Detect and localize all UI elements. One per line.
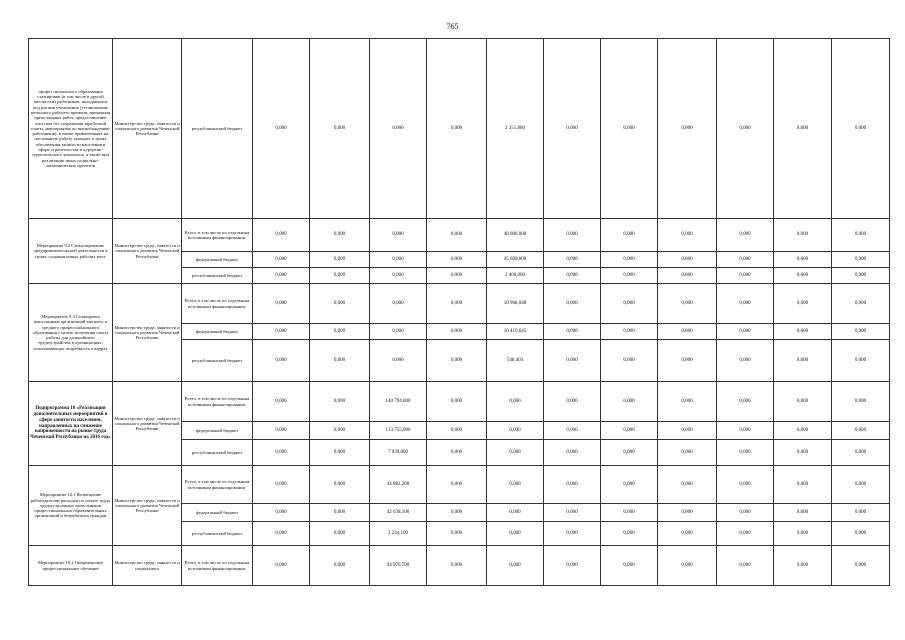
value-cell: 0,000 bbox=[253, 284, 310, 324]
value-cell: 0,000 bbox=[601, 39, 658, 219]
value-cell: 0,000 bbox=[832, 268, 890, 284]
value-cell: 0,000 bbox=[832, 39, 890, 219]
value-cell: 0,000 bbox=[717, 39, 774, 219]
value-cell: 0,000 bbox=[253, 504, 310, 522]
value-cell: 0,000 bbox=[370, 284, 427, 324]
value-cell: 0,000 bbox=[601, 324, 658, 340]
table-body bbox=[29, 39, 890, 586]
executor-cell: Министерство труда, занятости и социального bbox=[113, 546, 182, 586]
funding-source-cell: Всего, в том числе по отдельным источникам финансирования: bbox=[182, 382, 253, 422]
value-cell: 0,000 bbox=[310, 284, 370, 324]
executor-cell: Министерство труда, занятости и социального развития Чеченской Республики bbox=[113, 39, 182, 219]
value-cell: 0,000 bbox=[427, 39, 487, 219]
value-cell: 0,000 bbox=[717, 546, 774, 586]
value-cell: 0,000 bbox=[370, 39, 427, 219]
value-cell: 2 400,000 bbox=[487, 268, 544, 284]
value-cell: 0,000 bbox=[658, 284, 717, 324]
value-cell: 0,000 bbox=[717, 324, 774, 340]
value-cell: 0,000 bbox=[253, 268, 310, 284]
value-cell: 0,000 bbox=[370, 340, 427, 382]
value-cell: 0,000 bbox=[717, 340, 774, 382]
value-cell: 140 794,800 bbox=[370, 382, 427, 422]
value-cell: 0,000 bbox=[717, 504, 774, 522]
value-cell: 0,000 bbox=[310, 466, 370, 504]
value-cell: 0,000 bbox=[544, 440, 601, 466]
value-cell: 0,000 bbox=[601, 546, 658, 586]
value-cell: 0,000 bbox=[487, 504, 544, 522]
value-cell: 94 970,700 bbox=[370, 546, 427, 586]
value-cell: 0,000 bbox=[658, 268, 717, 284]
value-cell: 0,000 bbox=[601, 340, 658, 382]
executor-cell: Министерство труда, занятости и социального развития Чеченской Республики bbox=[113, 219, 182, 284]
value-cell: 44 882,200 bbox=[370, 466, 427, 504]
value-cell: 0,000 bbox=[832, 252, 890, 268]
value-cell: 0,000 bbox=[658, 382, 717, 422]
value-cell: 0,000 bbox=[717, 422, 774, 440]
value-cell: 0,000 bbox=[832, 219, 890, 252]
value-cell: 0,000 bbox=[832, 522, 890, 546]
funding-source-cell: Всего, в том числе по отдельным источникам финансирования: bbox=[182, 466, 253, 504]
value-cell: 0,000 bbox=[544, 504, 601, 522]
value-cell: 0,000 bbox=[370, 324, 427, 340]
value-cell: 0,000 bbox=[310, 252, 370, 268]
value-cell: 0,000 bbox=[310, 440, 370, 466]
value-cell: 0,000 bbox=[774, 284, 832, 324]
value-cell: 0,000 bbox=[601, 284, 658, 324]
value-cell: 10 968,048 bbox=[487, 284, 544, 324]
value-cell: 0,000 bbox=[487, 466, 544, 504]
value-cell: 45 600,000 bbox=[487, 252, 544, 268]
funding-source-cell: республиканский бюджет bbox=[182, 522, 253, 546]
value-cell: 0,000 bbox=[774, 440, 832, 466]
value-cell: 0,000 bbox=[544, 219, 601, 252]
value-cell: 0,000 bbox=[601, 382, 658, 422]
value-cell: 0,000 bbox=[253, 382, 310, 422]
measure-name-cell: профессионального образования стажировки (в том числе в другой местности) работников, находящихся под риском увольнения (установление неполного рабочего времени, временная приостановка работ, предоставление отпусков без сохранения заработной платы, мероприятия по высвобождению работников), в также привлеченных на постоянную работу граждан, в целях обеспечения занятости населения в сфере строительства и курортно-туристического комплекса, а также при реализации иных социально-экономических проектов bbox=[29, 39, 113, 219]
value-cell: 0,000 bbox=[832, 546, 890, 586]
value-cell: 0,000 bbox=[658, 252, 717, 268]
value-cell: 0,000 bbox=[253, 340, 310, 382]
executor-cell: Министерство труда, занятости и социального развития Чеченской Республики bbox=[113, 466, 182, 546]
value-cell: 0,000 bbox=[601, 466, 658, 504]
value-cell: 0,000 bbox=[544, 324, 601, 340]
funding-source-cell: федеральный бюджет bbox=[182, 504, 253, 522]
value-cell: 0,000 bbox=[310, 268, 370, 284]
funding-source-cell: Всего, в том числе по отдельным источникам финансирования: bbox=[182, 546, 253, 586]
value-cell: 0,000 bbox=[310, 546, 370, 586]
value-cell: 0,000 bbox=[487, 440, 544, 466]
value-cell: 0,000 bbox=[427, 440, 487, 466]
value-cell: 0,000 bbox=[658, 39, 717, 219]
value-cell: 0,000 bbox=[658, 466, 717, 504]
measure-name-cell: Мероприятие 10.1 Возмещение работодателям расходов по оплате труда трудоустроенных выпускников профессиональных образовательных организаций и безработных граждан bbox=[29, 466, 113, 546]
measure-name-cell: Мероприятие 9.2 Стимулирование предпринимательской деятельности в целях создания новых рабочих мест bbox=[29, 219, 113, 284]
value-cell: 0,000 bbox=[832, 340, 890, 382]
value-cell: 0,000 bbox=[544, 340, 601, 382]
value-cell: 0,000 bbox=[544, 546, 601, 586]
value-cell: 0,000 bbox=[658, 422, 717, 440]
value-cell: 0,000 bbox=[253, 422, 310, 440]
value-cell: 0,000 bbox=[253, 546, 310, 586]
budget-table bbox=[28, 38, 890, 586]
value-cell: 0,000 bbox=[310, 504, 370, 522]
value-cell: 0,000 bbox=[717, 284, 774, 324]
table-row bbox=[29, 39, 890, 219]
value-cell: 0,000 bbox=[601, 440, 658, 466]
table-row bbox=[29, 466, 890, 504]
funding-source-cell: федеральный бюджет bbox=[182, 324, 253, 340]
value-cell: 10 419,645 bbox=[487, 324, 544, 340]
value-cell: 2 244,100 bbox=[370, 522, 427, 546]
value-cell: 0,000 bbox=[717, 268, 774, 284]
funding-source-cell: Всего, в том числе по отдельным источникам финансирования: bbox=[182, 284, 253, 324]
value-cell: 0,000 bbox=[253, 440, 310, 466]
funding-source-cell: республиканский бюджет bbox=[182, 340, 253, 382]
value-cell: 0,000 bbox=[253, 252, 310, 268]
measure-name-cell: Мероприятие 10.2 Опережающее профессиональное обучение bbox=[29, 546, 113, 586]
value-cell: 0,000 bbox=[601, 252, 658, 268]
value-cell: 0,000 bbox=[774, 422, 832, 440]
value-cell: 0,000 bbox=[253, 466, 310, 504]
table-row bbox=[29, 546, 890, 586]
value-cell: 0,000 bbox=[544, 284, 601, 324]
value-cell: 0,000 bbox=[658, 324, 717, 340]
table-row bbox=[29, 284, 890, 324]
funding-source-cell: федеральный бюджет bbox=[182, 252, 253, 268]
value-cell: 42 638,100 bbox=[370, 504, 427, 522]
funding-source-cell: республиканский бюджет bbox=[182, 268, 253, 284]
value-cell: 2 351,880 bbox=[487, 39, 544, 219]
value-cell: 0,000 bbox=[774, 252, 832, 268]
value-cell: 0,000 bbox=[310, 522, 370, 546]
value-cell: 0,000 bbox=[658, 219, 717, 252]
value-cell: 0,000 bbox=[310, 324, 370, 340]
value-cell: 0,000 bbox=[658, 504, 717, 522]
executor-cell: Министерство труда, занятости и социального развития Чеченской Республики bbox=[113, 382, 182, 466]
value-cell: 0,000 bbox=[427, 284, 487, 324]
value-cell: 0,000 bbox=[601, 522, 658, 546]
executor-cell: Министерство труда, занятости и социального развития Чеченской Республики bbox=[113, 284, 182, 382]
value-cell: 0,000 bbox=[544, 39, 601, 219]
value-cell: 0,000 bbox=[427, 522, 487, 546]
value-cell: 0,000 bbox=[487, 382, 544, 422]
value-cell: 0,000 bbox=[253, 219, 310, 252]
value-cell: 0,000 bbox=[487, 422, 544, 440]
value-cell: 548,403 bbox=[487, 340, 544, 382]
table-row bbox=[29, 382, 890, 422]
value-cell: 0,000 bbox=[427, 546, 487, 586]
table-row bbox=[29, 219, 890, 252]
value-cell: 0,000 bbox=[544, 382, 601, 422]
value-cell: 0,000 bbox=[427, 466, 487, 504]
value-cell: 0,000 bbox=[717, 522, 774, 546]
value-cell: 0,000 bbox=[832, 440, 890, 466]
value-cell: 0,000 bbox=[774, 522, 832, 546]
value-cell: 0,000 bbox=[544, 252, 601, 268]
value-cell: 0,000 bbox=[717, 252, 774, 268]
value-cell: 0,000 bbox=[310, 39, 370, 219]
value-cell: 0,000 bbox=[658, 440, 717, 466]
value-cell: 0,000 bbox=[544, 268, 601, 284]
value-cell: 0,000 bbox=[544, 522, 601, 546]
value-cell: 0,000 bbox=[253, 324, 310, 340]
value-cell: 0,000 bbox=[427, 219, 487, 252]
value-cell: 0,000 bbox=[658, 340, 717, 382]
value-cell: 0,000 bbox=[601, 422, 658, 440]
value-cell: 0,000 bbox=[774, 382, 832, 422]
value-cell: 0,000 bbox=[544, 422, 601, 440]
value-cell: 0,000 bbox=[310, 219, 370, 252]
measure-name-cell: Подпрограмма 10 «Реализация дополнительных мероприятий в сфере занятости населения, направленных на снижение напряженности на рынке труда Чеченской Республики на 2016 год» bbox=[29, 382, 113, 466]
value-cell: 0,000 bbox=[832, 422, 890, 440]
value-cell: 0,000 bbox=[774, 466, 832, 504]
value-cell: 0,000 bbox=[601, 504, 658, 522]
value-cell: 0,000 bbox=[658, 546, 717, 586]
value-cell: 0,000 bbox=[774, 546, 832, 586]
value-cell: 0,000 bbox=[774, 39, 832, 219]
value-cell: 0,000 bbox=[774, 219, 832, 252]
value-cell: 0,000 bbox=[427, 422, 487, 440]
value-cell: 0,000 bbox=[310, 340, 370, 382]
value-cell: 0,000 bbox=[544, 466, 601, 504]
funding-source-cell: федеральный бюджет bbox=[182, 422, 253, 440]
value-cell: 0,000 bbox=[427, 268, 487, 284]
value-cell: 0,000 bbox=[253, 39, 310, 219]
funding-source-cell: Всего, в том числе по отдельным источникам финансирования: bbox=[182, 219, 253, 252]
value-cell: 0,000 bbox=[601, 219, 658, 252]
value-cell: 0,000 bbox=[310, 382, 370, 422]
value-cell: 0,000 bbox=[370, 252, 427, 268]
value-cell: 0,000 bbox=[253, 522, 310, 546]
value-cell: 0,000 bbox=[487, 522, 544, 546]
value-cell: 0,000 bbox=[427, 324, 487, 340]
value-cell: 0,000 bbox=[487, 546, 544, 586]
value-cell: 0,000 bbox=[427, 504, 487, 522]
value-cell: 0,000 bbox=[832, 284, 890, 324]
value-cell: 48 000,000 bbox=[487, 219, 544, 252]
value-cell: 0,000 bbox=[658, 522, 717, 546]
measure-name-cell: Мероприятие 9.3 Стажировка выпускников организаций высшего и среднего профессионального образования с целью получения опыта работы для дальнейшего трудоустройства в организациях, испытывающих потребность в кадрах bbox=[29, 284, 113, 382]
value-cell: 7 039,800 bbox=[370, 440, 427, 466]
value-cell: 0,000 bbox=[832, 382, 890, 422]
value-cell: 0,000 bbox=[601, 268, 658, 284]
value-cell: 0,000 bbox=[717, 440, 774, 466]
value-cell: 0,000 bbox=[774, 340, 832, 382]
value-cell: 0,000 bbox=[717, 466, 774, 504]
value-cell: 0,000 bbox=[370, 219, 427, 252]
funding-source-cell: республиканский бюджет bbox=[182, 39, 253, 219]
value-cell: 0,000 bbox=[832, 466, 890, 504]
value-cell: 0,000 bbox=[427, 252, 487, 268]
value-cell: 0,000 bbox=[774, 268, 832, 284]
value-cell: 0,000 bbox=[832, 324, 890, 340]
value-cell: 0,000 bbox=[427, 382, 487, 422]
page-number: 765 bbox=[446, 22, 459, 31]
value-cell: 0,000 bbox=[832, 504, 890, 522]
value-cell: 0,000 bbox=[310, 422, 370, 440]
funding-source-cell: республиканский бюджет bbox=[182, 440, 253, 466]
value-cell: 0,000 bbox=[717, 219, 774, 252]
value-cell: 0,000 bbox=[774, 504, 832, 522]
value-cell: 0,000 bbox=[427, 340, 487, 382]
value-cell: 0,000 bbox=[370, 268, 427, 284]
value-cell: 133 755,000 bbox=[370, 422, 427, 440]
value-cell: 0,000 bbox=[774, 324, 832, 340]
value-cell: 0,000 bbox=[717, 382, 774, 422]
